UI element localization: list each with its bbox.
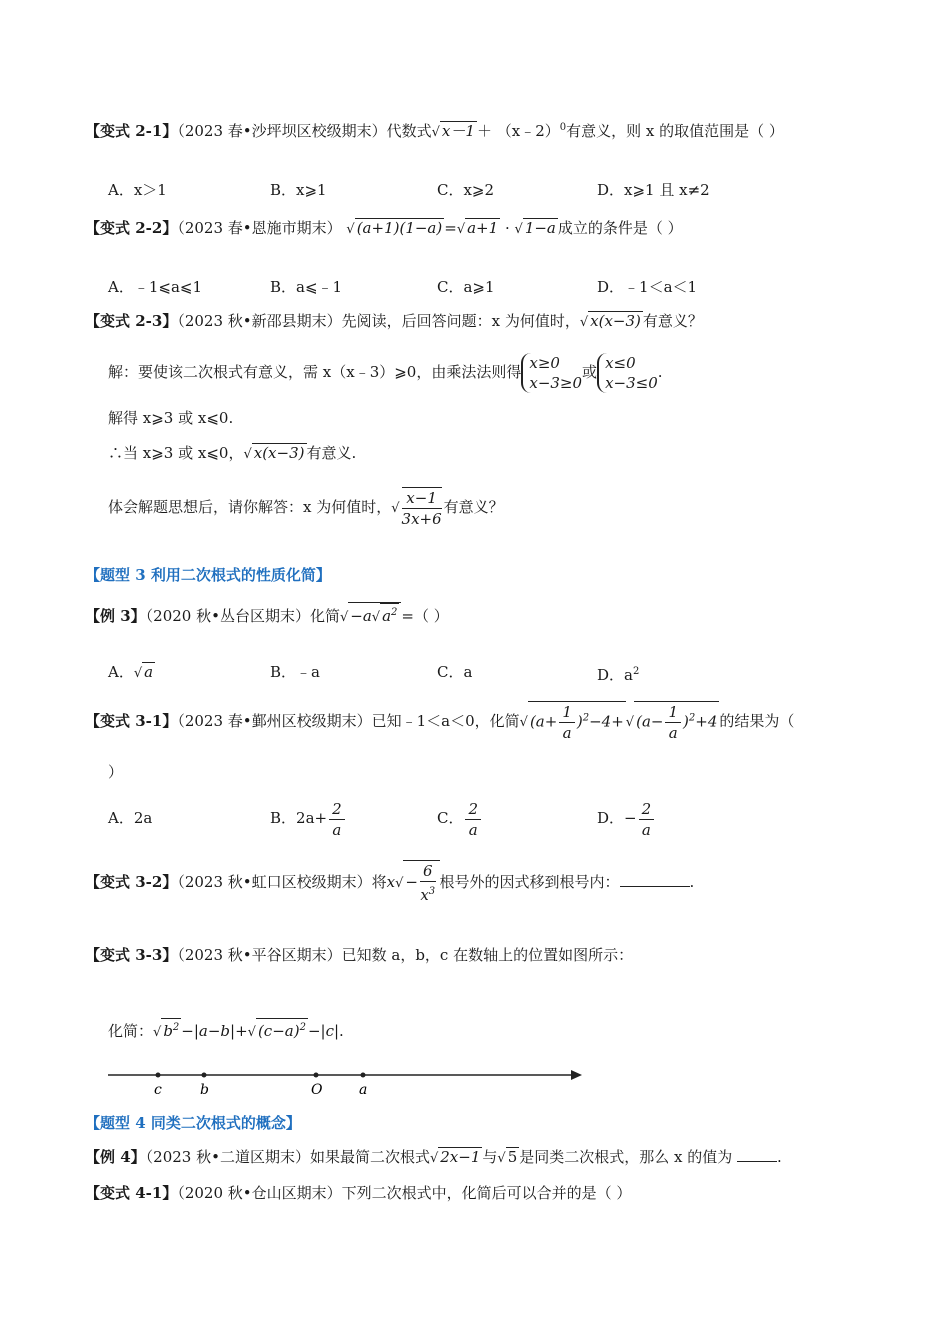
question-tail: 有意义，则 x 的取值范围是（ ）: [566, 122, 784, 140]
option-d: D．x⩾1 且 x≠2: [597, 181, 710, 199]
option-a: A．2a: [108, 809, 153, 827]
question-tail: 是同类二次根式，那么 x 的值为: [519, 1148, 738, 1166]
system-b: x≤0 x−3≤0: [597, 353, 658, 393]
option-c: C．x⩾2: [437, 181, 495, 199]
question-tag: 【变式 2-2】: [85, 219, 178, 237]
power-base: （x﹣2）: [496, 122, 560, 140]
question-source: （2023 春•恩施市期末）: [177, 219, 342, 237]
option-d: D．﹣1＜a＜1: [597, 278, 698, 296]
radical-expr: 1−a: [524, 219, 556, 237]
radical-expr: 5: [507, 1148, 518, 1166]
question-source: （2023 春•沙坪坝区校级期末）代数式: [177, 122, 432, 140]
solution-line-2: 解得 x⩾3 或 x⩽0.: [108, 409, 234, 427]
question-tail: 成立的条件是（ ）: [557, 219, 683, 237]
radical-expr: −a√ $a^2$: [348, 602, 401, 627]
question-v2-2: 【变式 2-2】（2023 春•恩施市期末） √ (a+1)(1−a) =√ a+1 · √ 1−a 成立的条件是（ ）: [85, 219, 683, 237]
answer-blank[interactable]: [620, 886, 690, 887]
radical-expr: (a− $\frac{1}{a}$ )$^2$+4: [636, 702, 718, 742]
question-source: （2023 秋•虹口区校级期末）将: [177, 873, 387, 891]
simplify-expr: 化简：√ $b^2 -|a-b|+√$ $(c-a)^2 -|c|$.: [108, 1018, 344, 1043]
radical-expr: a+1: [467, 219, 499, 237]
option-a: A．﹣1⩽a⩽1: [108, 278, 202, 296]
question-source: （2020 秋•仓山区期末）下列二次根式中，化简后可以合并的是（ ）: [177, 1184, 632, 1202]
question-source: （2020 秋•丛台区期末）化简: [145, 607, 340, 625]
number-line: [100, 1060, 590, 1100]
question-tag: 【例 3】: [85, 607, 146, 625]
option-b: B．x⩾1: [270, 181, 327, 199]
point-b: [202, 1073, 207, 1078]
radical-expr: (a+ $\frac{1}{a}$ )$^2$−4+: [529, 702, 624, 742]
question-tag: 【例 4】: [85, 1148, 146, 1166]
question-tail: 有意义？: [642, 312, 703, 330]
question-v4-1: [85, 1183, 631, 1203]
label-o: O: [311, 1082, 323, 1098]
question-tag: 【变式 3-3】: [85, 946, 178, 964]
point-o: [314, 1073, 319, 1078]
question-tag: 【变式 4-1】: [85, 1184, 178, 1202]
solution-line-1: 解：要使该二次根式有意义，需 x（x﹣3）⩾0，由乘法法则得 x≥0 x−3≥0 或 x≤0 x−3≤0 .: [108, 354, 663, 392]
question-tag: 【变式 3-2】: [85, 873, 178, 891]
label-c: c: [154, 1082, 162, 1098]
question-v2-3: 【变式 2-3】（2023 秋•新邵县期末）先阅读，后回答问题：x 为何值时，√ x(x−3) 有意义？: [85, 312, 703, 330]
question-close: ）: [108, 763, 124, 781]
answer-blank[interactable]: [737, 1161, 777, 1162]
option-a: A．√ a: [108, 663, 154, 681]
question-tag: 【变式 2-3】: [85, 312, 178, 330]
example-4: 【例 4】（2023 秋•二道区期末）如果最简二次根式√ 2x−1 与√ 5 是同类二次根式，那么 x 的值为 .: [85, 1148, 782, 1166]
question-source: （2023 秋•新邵县期末）先阅读，后回答问题：x 为何值时，: [177, 312, 580, 330]
option-b: B．2a+ $\frac{2}{a}$: [270, 797, 347, 840]
example-3: 【例 3】（2020 秋•丛台区期末）化简√ −a√ $a^2$ =（ ）: [85, 602, 449, 628]
system-a: x≥0 x−3≥0: [521, 353, 582, 393]
point-a: [361, 1073, 366, 1078]
question-v2-1: 【变式 2-1】（2023 春•沙坪坝区校级期末）代数式√ x－1 ＋ （x﹣2）$^0$有意义，则 x 的取值范围是（ ）: [85, 122, 784, 140]
question-source: （2023 春•鄞州区校级期末）已知﹣1＜a＜0，化简: [177, 712, 520, 730]
radical-expr: x(x−3): [253, 444, 305, 462]
question-source: （2023 秋•二道区期末）如果最简二次根式: [145, 1148, 430, 1166]
question-line-4: 体会解题思想后，请你解答：x 为何值时，√ $\frac{x-1}{3x+6}$ 有意义？: [108, 489, 504, 528]
section-title-3: 【题型 3 利用二次根式的性质化简】: [85, 566, 331, 584]
radical-expr: x－1: [441, 122, 475, 140]
question-v3-3: [85, 945, 633, 965]
fraction: $\frac{x-1}{3x+6}$: [401, 489, 442, 528]
option-c: C． $\frac{2}{a}$: [437, 797, 483, 840]
radical-expr: − $\frac{6}{x^3}$: [403, 860, 439, 905]
question-tail: =（ ）: [401, 607, 449, 625]
radical-expr: x(x−3): [590, 312, 641, 330]
option-d: D．$a^2$: [597, 666, 640, 684]
question-tag: 【变式 2-1】: [85, 122, 178, 140]
question-tail: 根号外的因式移到根号内：: [439, 873, 620, 891]
solution-line-3: ∴当 x⩾3 或 x⩽0，√ x(x−3) 有意义.: [108, 444, 357, 462]
option-c: C．a⩾1: [437, 278, 495, 296]
question-source: （2023 秋•平谷区期末）已知数 a，b，c 在数轴上的位置如图所示：: [177, 946, 634, 964]
option-b: B．﹣a: [270, 663, 320, 681]
option-c: C．a: [437, 663, 473, 681]
label-b: b: [200, 1082, 209, 1098]
option-d: D．− $\frac{2}{a}$: [597, 797, 656, 840]
point-c: [156, 1073, 161, 1078]
radical-expr: 2x−1: [440, 1148, 481, 1166]
label-a: a: [359, 1082, 368, 1098]
question-tail: 的结果为（: [719, 712, 795, 730]
radical-expr: (a+1)(1−a): [356, 219, 443, 237]
option-b: B．a⩽﹣1: [270, 278, 343, 296]
axis-arrow: [571, 1070, 582, 1080]
section-title-4: 【题型 4 同类二次根式的概念】: [85, 1114, 301, 1132]
question-v3-2: 【变式 3-2】（2023 秋•虹口区校级期末）将x√ − $\frac{6}{x^3}$ 根号外的因式移到根号内： .: [85, 862, 695, 904]
question-v3-1: 【变式 3-1】（2023 春•鄞州区校级期末）已知﹣1＜a＜0，化简√ (a+ $\frac{1}{a}$ )$^2$−4+ √ (a− $\frac{1}{a}$ )$^2$+4 的结果为（: [85, 702, 795, 742]
question-tag: 【变式 3-1】: [85, 712, 178, 730]
option-a: A．x＞1: [108, 181, 167, 199]
